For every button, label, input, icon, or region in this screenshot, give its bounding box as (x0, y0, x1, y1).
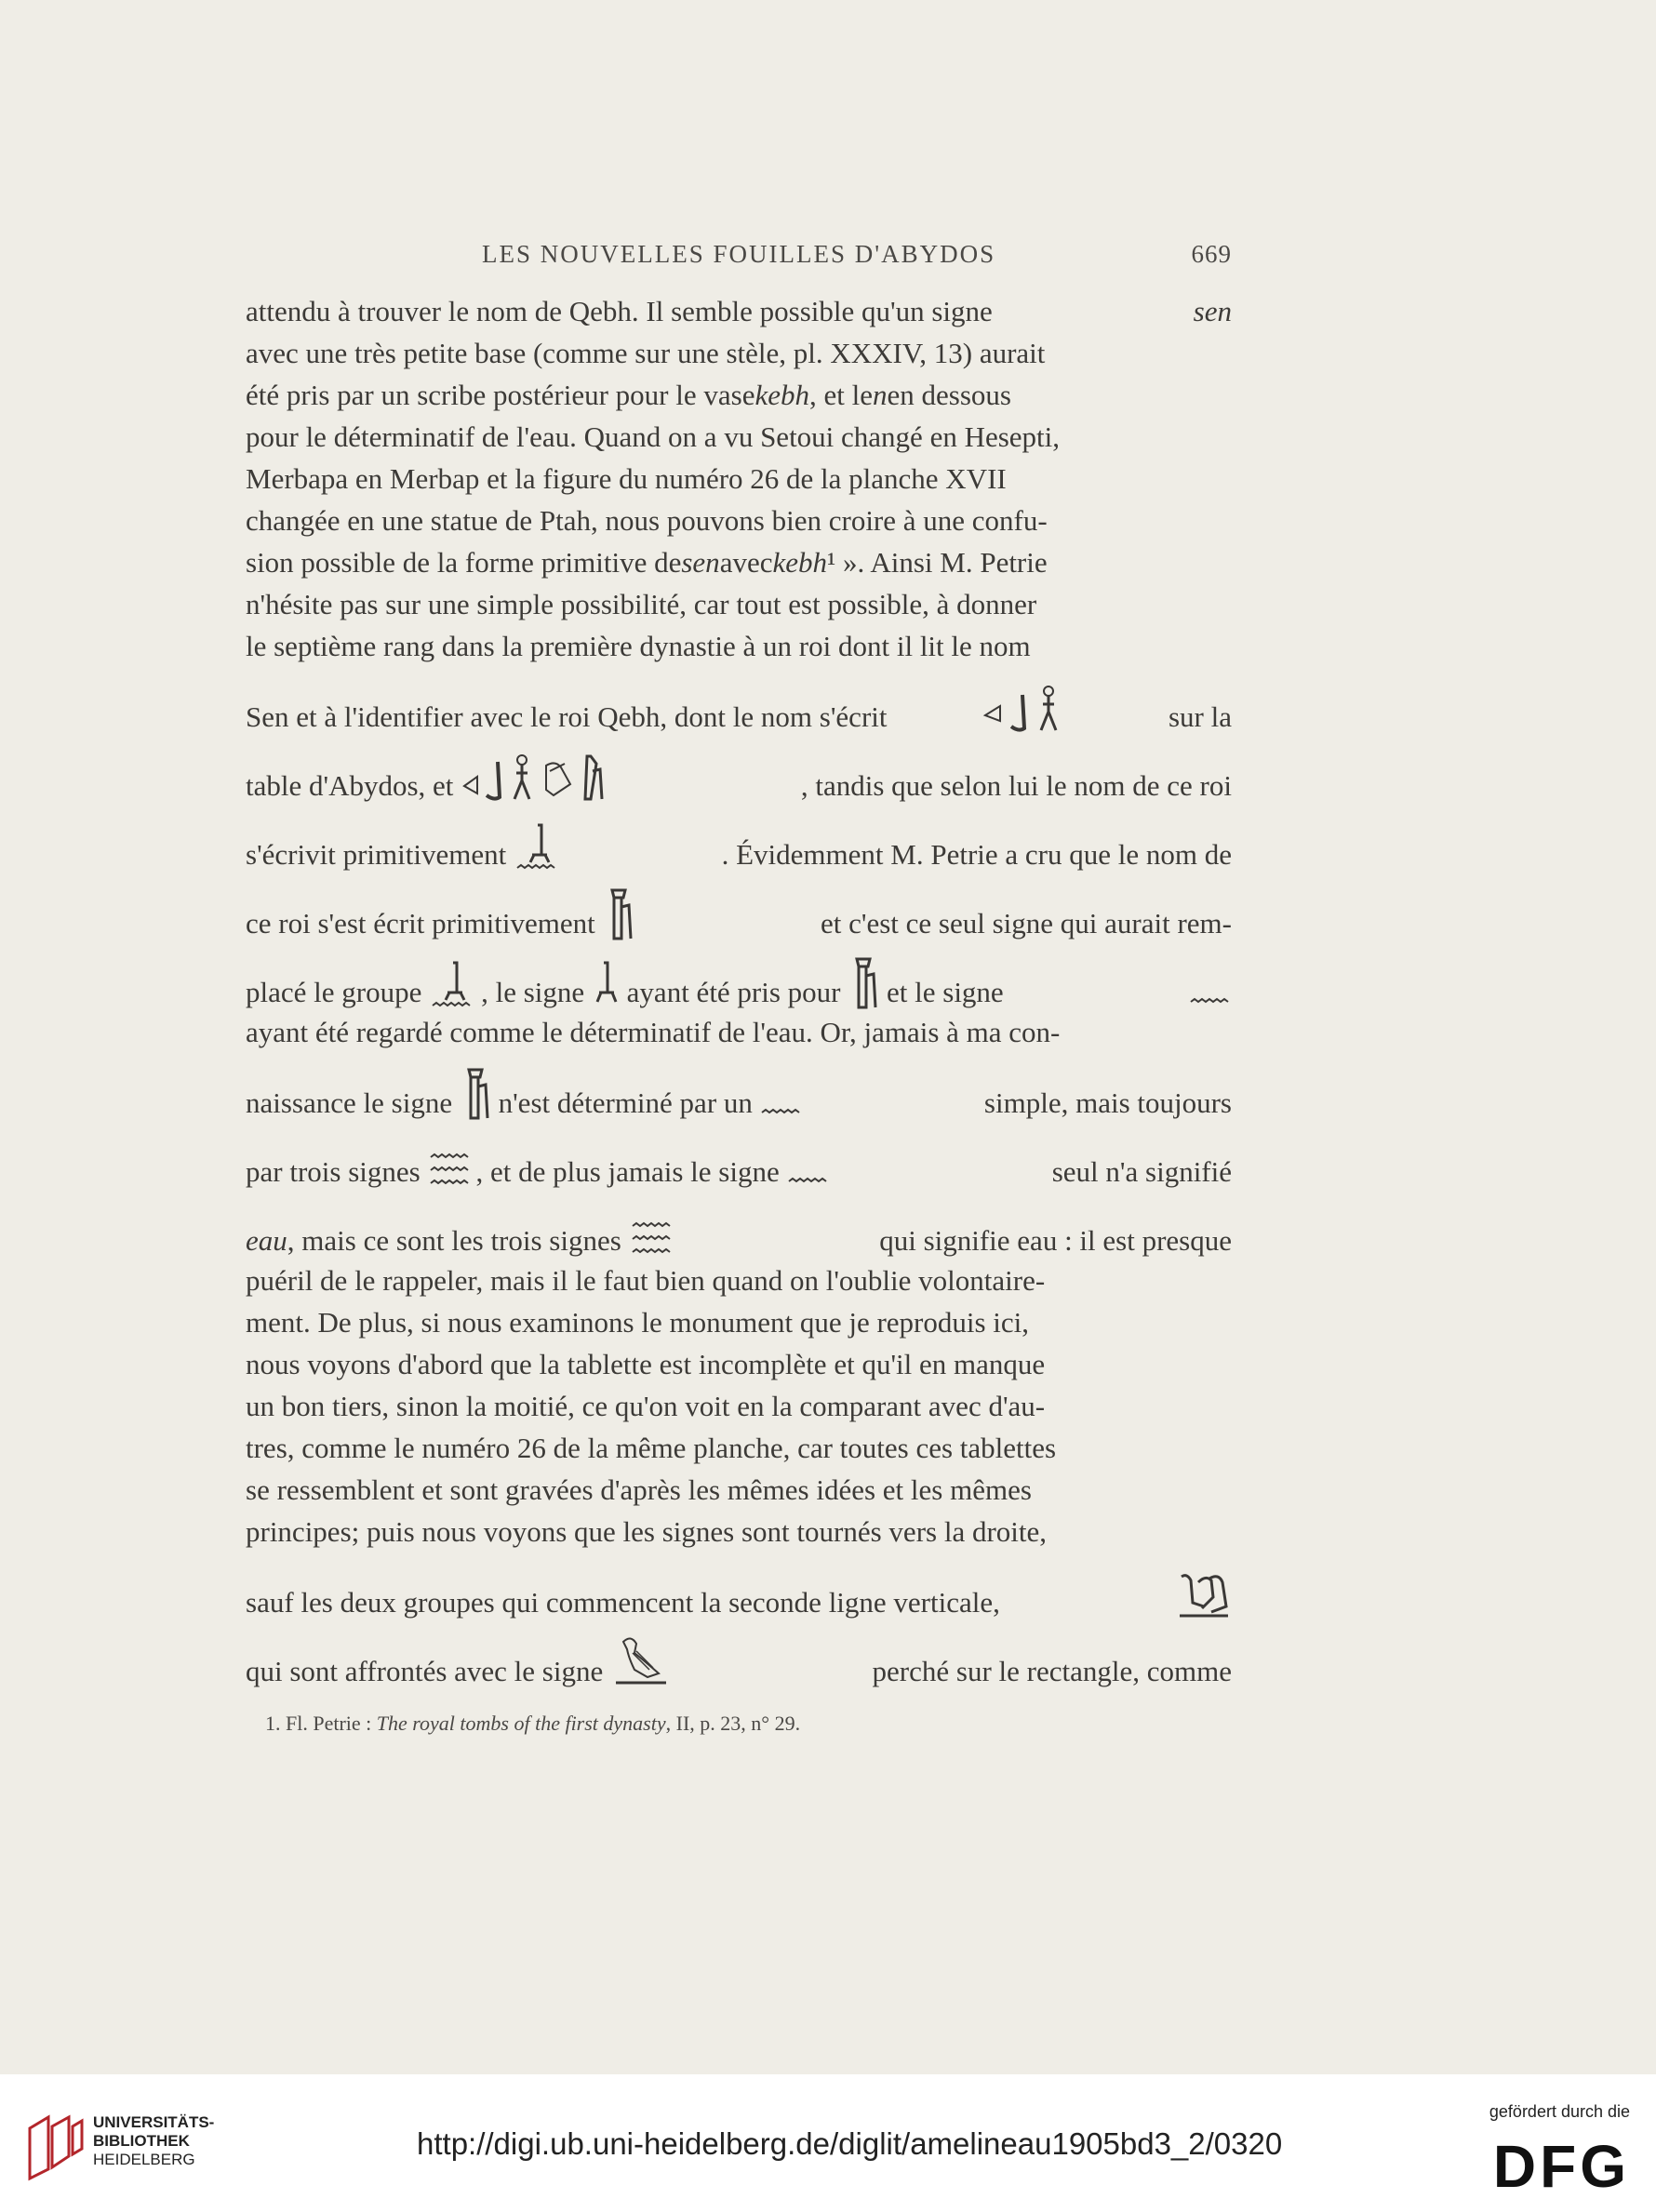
text-line: n'hésite pas sur une simple possibilité, car tout est possible, à donner (246, 588, 1037, 620)
libation-vase-glyph-icon (603, 888, 634, 942)
libation-vase-glyph-icon (848, 957, 879, 1011)
digitization-footer (0, 2074, 1656, 2212)
permalink-url[interactable]: http://digi.ub.uni-heidelberg.de/diglit/amelineau1905bd3_2/0320 (417, 2126, 1283, 2161)
text-line: un bon tiers, sinon la moitié, ce qu'on voit en la comparant avec d'au- (246, 1390, 1046, 1422)
three-water-ripples-glyph-icon (629, 1207, 677, 1259)
text-line: changée en une statue de Ptah, nous pouvons bien croire à une confu- (246, 504, 1048, 537)
text-line: ment. De plus, si nous examinons le monument que je reproduis ici, (246, 1306, 1030, 1339)
text-line-hieroglyph: Sen et à l'identifier avec le roi Qebh, dont le nom s'écrit sur la (246, 667, 1232, 736)
sponsor-note: gefördert durch die (1489, 2102, 1630, 2121)
text-line: puéril de le rappeler, mais il le faut bien quand on l'oublie volontaire- (246, 1264, 1046, 1297)
text-line: Merbapa en Merbap et la figure du numéro 26 de la planche XVII (246, 462, 1007, 495)
sponsor-logo: DFG (1492, 2133, 1630, 2200)
text-line-hieroglyph: naissance le signe n'est déterminé par un simple, mais toujours (246, 1053, 1232, 1122)
text-line: ayant été regardé comme le déterminatif de l'eau. Or, jamais à ma con- (246, 1016, 1061, 1048)
library-logo-icon (26, 2113, 84, 2182)
text-line-hieroglyph: qui sont affrontés avec le signe perché sur le rectangle, comme (246, 1621, 1232, 1690)
text-line: sion possible de la forme primitive desenaveckebh¹ ». Ainsi M. Petrie (246, 546, 1048, 579)
text-line-hieroglyph: ce roi s'est écrit primitivement et c'est ce seul signe qui aurait rem- (246, 873, 1232, 942)
page-number: 669 (1191, 240, 1232, 268)
perched-bird-glyph-icon (610, 1632, 672, 1690)
bird-group-glyph-icon (1176, 1569, 1232, 1621)
text-line: été pris par un scribe postérieur pour le vasekebh, et lenen dessous (246, 379, 1011, 411)
running-header (246, 240, 1232, 277)
footnote: 1. Fl. Petrie : The royal tombs of the first dynasty, II, p. 23, n° 29. (265, 1712, 801, 1735)
water-ripple-glyph-icon (760, 1094, 803, 1122)
qebh-abydos-glyph-icon (461, 753, 619, 805)
qebh-cartouche-glyph-icon (982, 684, 1075, 736)
running-title: LES NOUVELLES FOUILLES D'ABYDOS (482, 240, 996, 268)
text-line-hieroglyph: par trois signes , et de plus jamais le signe seul n'a signifié (246, 1122, 1232, 1191)
text-line-hieroglyph: s'écrivit primitivement . Évidemment M. Petrie a cru que le nom de (246, 805, 1232, 873)
three-water-ripples-glyph-icon (427, 1139, 475, 1191)
text-line-hieroglyph: table d'Abydos, et , tandis que selon lui le nom de ce roi (246, 736, 1232, 805)
text-line: se ressemblent et sont gravées d'après les mêmes idées et les mêmes (246, 1473, 1032, 1506)
libation-vase-glyph-icon (460, 1068, 491, 1122)
text-line: principes; puis nous voyons que les signes sont tournés vers la droite, (246, 1515, 1048, 1548)
water-ripple-glyph-icon (787, 1163, 830, 1191)
text-line-hieroglyph: sauf les deux groupes qui commencent la seconde ligne verticale, (246, 1552, 1232, 1621)
water-ripple-glyph-icon (1189, 983, 1232, 1011)
text-line-hieroglyph: placé le groupe , le signe ayant été pris pour et le signe (246, 942, 1232, 1011)
sen-glyph-icon (592, 959, 620, 1011)
text-line: avec une très petite base (comme sur une stèle, pl. XXXIV, 13) aurait (246, 337, 1046, 369)
text-line: le septième rang dans la première dynastie à un roi dont il lit le nom (246, 630, 1031, 662)
text-line: tres, comme le numéro 26 de la même planche, car toutes ces tablettes (246, 1432, 1057, 1464)
text-line-hieroglyph: eau, mais ce sont les trois signes qui signifie eau : il est presque (246, 1191, 1232, 1259)
text-line: pour le déterminatif de l'eau. Quand on a vu Setoui changé en Hesepti, (246, 420, 1061, 453)
sen-water-glyph-icon (514, 821, 566, 873)
text-line: nous voyons d'abord que la tablette est incomplète et qu'il en manque (246, 1348, 1046, 1380)
library-name: UNIVERSITÄTS- BIBLIOTHEK HEIDELBERG (93, 2113, 215, 2168)
sen-water-glyph-icon (429, 959, 481, 1011)
body-text (246, 290, 1232, 1690)
text-line: attendu à trouver le nom de Qebh. Il semble possible qu'un signe sen (246, 295, 1232, 327)
